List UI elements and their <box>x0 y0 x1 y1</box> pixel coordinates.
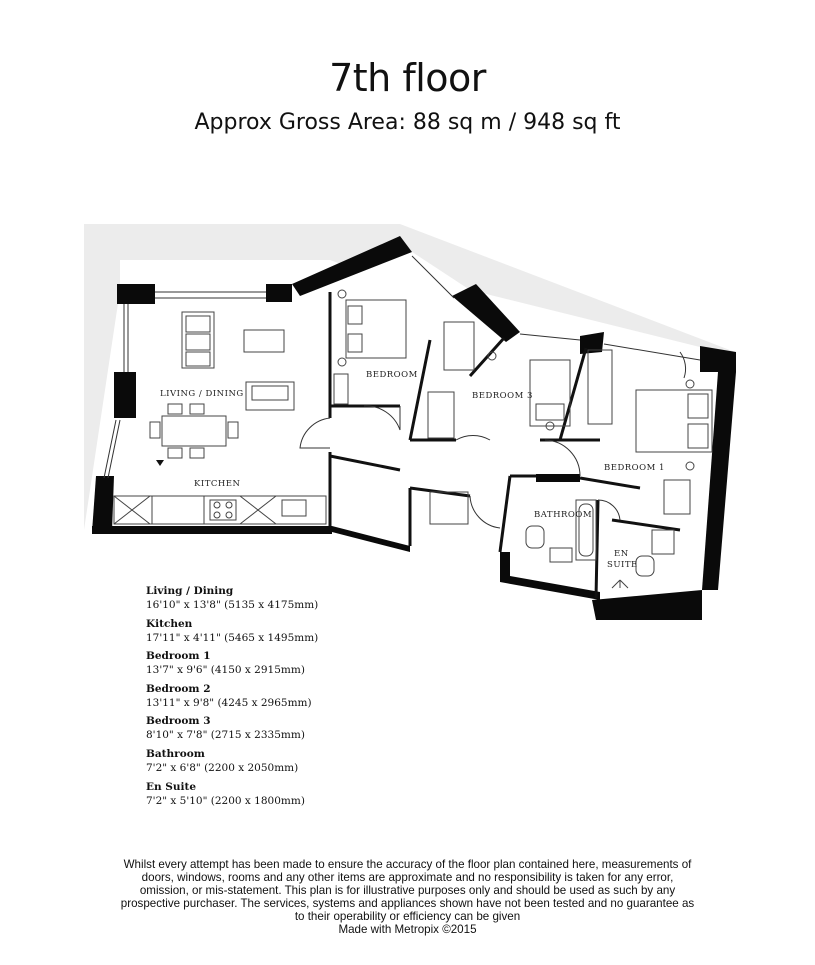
wall-segment <box>117 284 155 304</box>
dimension-size: 7'2" x 6'8" (2200 x 2050mm) <box>146 761 299 774</box>
dimension-item <box>146 584 318 612</box>
wall-segment <box>700 346 736 372</box>
label-bathroom: BATHROOM <box>534 510 593 520</box>
label-en: EN <box>614 549 629 559</box>
dimension-room-name: Living / Dining <box>146 585 234 597</box>
label-suite: SUITE <box>607 560 638 570</box>
wall-segment <box>92 476 114 532</box>
wall-segment <box>92 526 332 534</box>
dimension-room-name: Bedroom 3 <box>146 715 211 728</box>
gross-area-subtitle: Approx Gross Area: 88 sq m / 948 sq ft <box>194 110 621 135</box>
dimension-size: 13'11" x 9'8" (4245 x 2965mm) <box>146 696 312 709</box>
disclaimer-text: Whilst every attempt has been made to ensure the accuracy of the floor plan contained here, measurements of doors, windows, rooms and any other items are approximate and no responsibility is taken for any error, omission, or mis-statement. This plan is for illustrative purposes only and should be used as such by any prospective purchaser. The services, systems and appliances shown have not been tested and no guarantee as to their operability or efficiency can be given <box>120 858 695 923</box>
dimension-size: 16'10" x 13'8" (5135 x 4175mm) <box>146 599 319 611</box>
dimension-size: 13'7" x 9'6" (4150 x 2915mm) <box>146 664 305 677</box>
dimension-item <box>146 714 318 742</box>
dimension-room-name: Kitchen <box>146 617 193 630</box>
made-with-credit: Made with Metropix ©2015 <box>338 923 477 936</box>
dimension-item <box>146 617 318 645</box>
dimension-item <box>146 780 318 808</box>
floor-title: 7th floor <box>329 56 486 100</box>
dimension-size: 7'2" x 5'10" (2200 x 1800mm) <box>146 794 305 807</box>
dimension-room-name: Bedroom 1 <box>146 650 211 663</box>
wall-segment <box>114 372 136 418</box>
dimension-room-name: En Suite <box>146 780 197 793</box>
label-bedroom: BEDROOM <box>366 370 418 380</box>
room-dimensions-list <box>146 584 318 812</box>
dimension-item <box>146 649 318 677</box>
label-kitchen: KITCHEN <box>194 479 241 489</box>
dimension-item <box>146 747 318 775</box>
label-bedroom-3: BEDROOM 3 <box>472 391 533 401</box>
dimension-room-name: Bedroom 2 <box>146 682 211 695</box>
disclaimer <box>120 858 695 936</box>
dimension-room-name: Bathroom <box>146 747 205 760</box>
label-living-dining: LIVING / DINING <box>160 389 244 399</box>
dimension-item <box>146 682 318 710</box>
wall-segment <box>266 284 292 302</box>
dimension-size: 17'11" x 4'11" (5465 x 1495mm) <box>146 631 319 644</box>
dimension-size: 8'10" x 7'8" (2715 x 2335mm) <box>146 729 305 742</box>
wall-segment <box>536 474 580 482</box>
label-bedroom-1: BEDROOM 1 <box>604 463 665 473</box>
